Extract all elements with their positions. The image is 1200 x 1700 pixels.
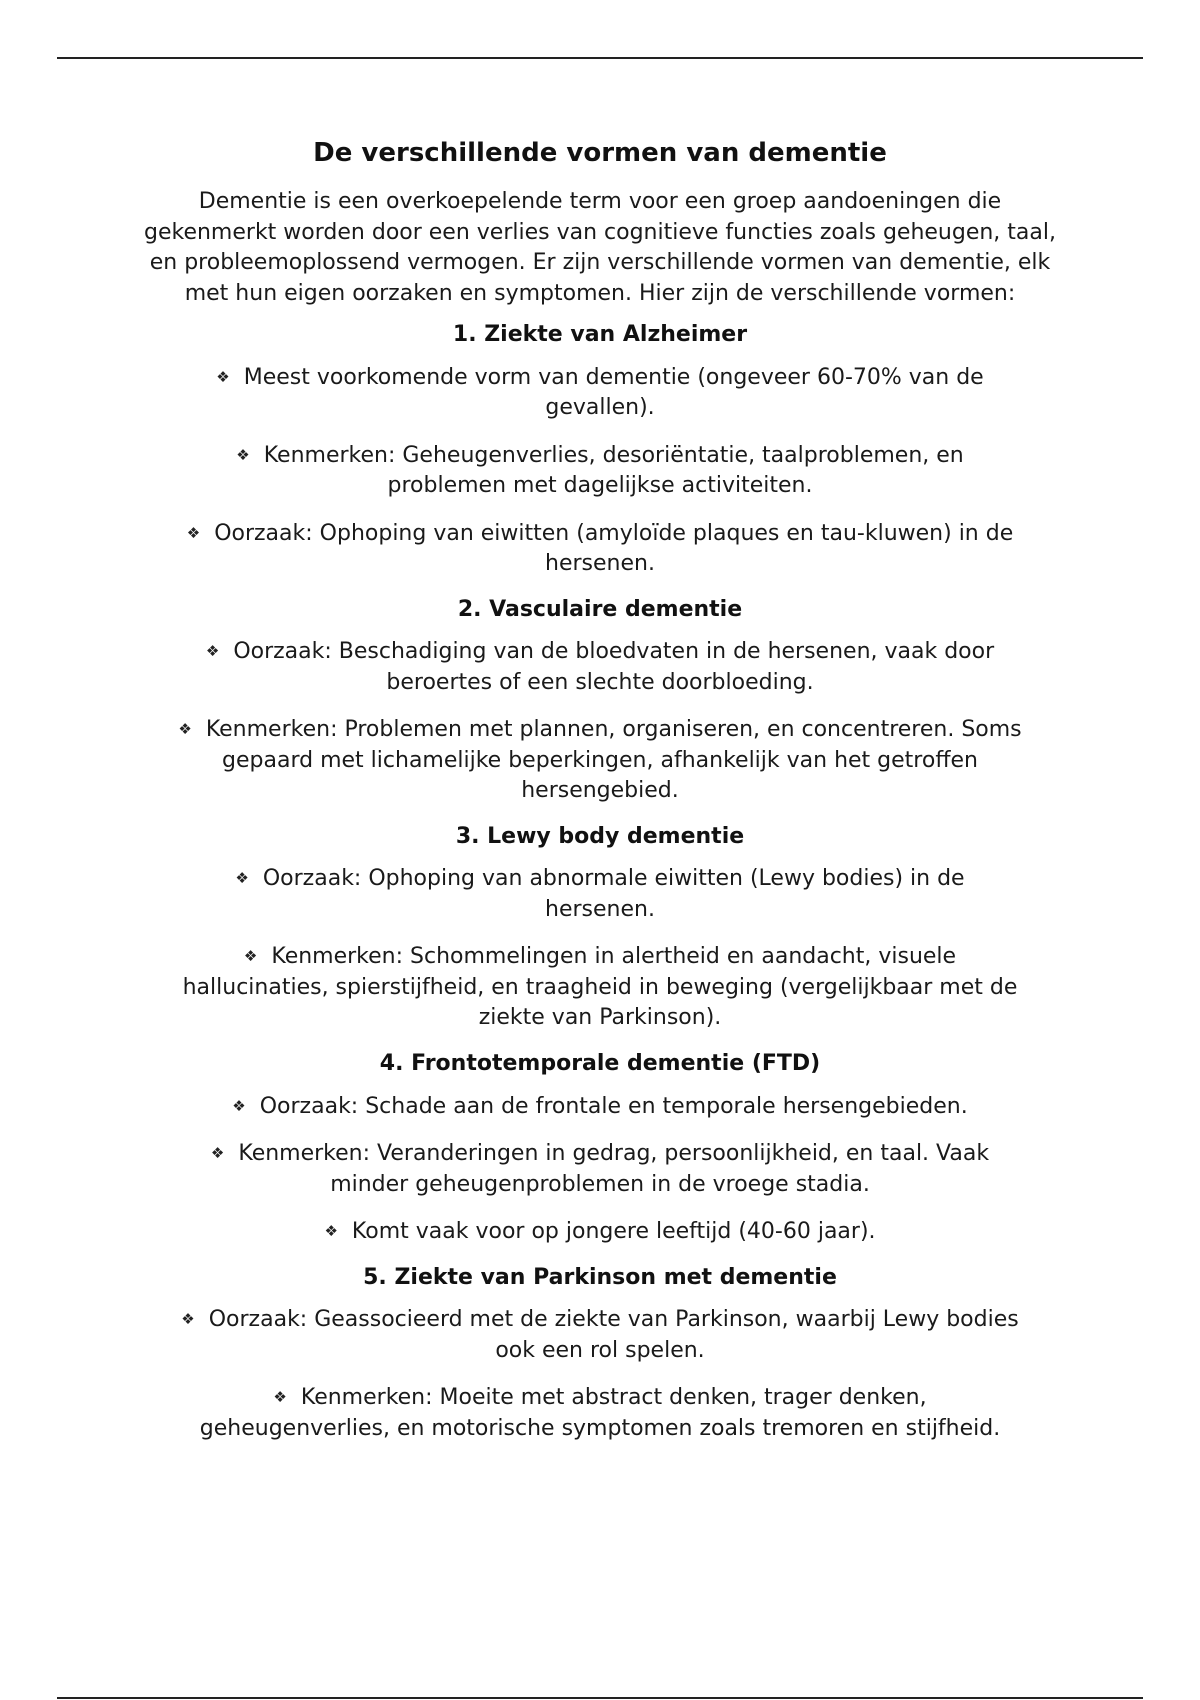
list-item-text: Kenmerken: Moeite met abstract denken, trager denken, geheugenverlies, en motorische symptomen zoals tremoren en stijfheid.	[199, 1385, 1001, 1441]
list-item	[140, 714, 1060, 807]
list-item	[140, 440, 1060, 502]
diamond-bullet-icon: ❖	[324, 1222, 338, 1241]
section-list	[140, 1091, 1060, 1248]
list-item	[140, 518, 1060, 580]
intro-paragraph: Dementie is een overkoepelende term voor een groep aandoeningen die gekenmerkt worden door een verlies van cognitieve functies zoals geheugen, taal, en probleemoplossend vermogen. Er zijn verschillende vormen van dementie, elk met hun eigen oorzaken en symptomen. Hier zijn de verschillende vormen:	[144, 189, 1056, 306]
list-item	[140, 1216, 1060, 1248]
list-item	[140, 1382, 1060, 1444]
list-item	[140, 362, 1060, 424]
section-title: 3. Lewy body dementie	[455, 823, 745, 849]
list-item-text: Oorzaak: Ophoping van eiwitten (amyloïde plaques en tau-kluwen) in de hersenen.	[214, 520, 1014, 577]
list-item	[140, 863, 1060, 925]
list-item-text: Kenmerken: Veranderingen in gedrag, persoonlijkheid, en taal. Vaak minder geheugenproblemen in de vroege stadia.	[238, 1141, 990, 1197]
list-item-text: Komt vaak voor op jongere leeftijd (40-60 jaar).	[351, 1219, 876, 1245]
diamond-bullet-icon: ❖	[216, 367, 230, 386]
list-item-text: Kenmerken: Schommelingen in alertheid en aandacht, visuele hallucinaties, spierstijfheid, en traagheid in beweging (vergelijkbaar met de ziekte van Parkinson).	[182, 944, 1018, 1031]
section-list	[140, 362, 1060, 580]
diamond-bullet-icon: ❖	[243, 947, 258, 966]
document-body	[140, 138, 1060, 1460]
list-item	[140, 1138, 1060, 1200]
section-list	[140, 863, 1060, 1034]
list-item-text: Kenmerken: Problemen met plannen, organiseren, en concentreren. Soms gepaard met lichamelijke beperkingen, afhankelijk van het getroffen hersengebied.	[205, 717, 1022, 804]
section-list	[140, 1304, 1060, 1444]
list-item	[140, 1304, 1060, 1366]
document-title: De verschillende vormen van dementie	[313, 138, 887, 168]
list-item-text: Oorzaak: Geassocieerd met de ziekte van Parkinson, waarbij Lewy bodies ook een rol spelen.	[208, 1307, 1019, 1363]
diamond-bullet-icon: ❖	[232, 1096, 246, 1115]
diamond-bullet-icon: ❖	[178, 720, 192, 739]
list-item	[140, 1091, 1060, 1123]
diamond-bullet-icon: ❖	[236, 445, 250, 464]
list-item	[140, 636, 1060, 698]
list-item-text: Kenmerken: Geheugenverlies, desoriëntatie, taalproblemen, en problemen met dagelijkse activiteiten.	[263, 442, 964, 499]
list-item-text: Oorzaak: Ophoping van abnormale eiwitten (Lewy bodies) in de hersenen.	[262, 866, 965, 922]
list-item	[140, 941, 1060, 1034]
list-item-text: Meest voorkomende vorm van dementie (ongeveer 60-70% van de gevallen).	[243, 364, 984, 421]
section-title: 2. Vasculaire dementie	[457, 596, 743, 622]
diamond-bullet-icon: ❖	[205, 642, 220, 661]
section-title: 5. Ziekte van Parkinson met dementie	[363, 1264, 837, 1290]
section-title: 1. Ziekte van Alzheimer	[452, 322, 748, 348]
diamond-bullet-icon: ❖	[273, 1388, 287, 1407]
diamond-bullet-icon: ❖	[186, 523, 201, 542]
sections-container	[140, 321, 1060, 1444]
diamond-bullet-icon: ❖	[210, 1144, 225, 1163]
header-rule	[57, 57, 1143, 59]
list-item-text: Oorzaak: Beschadiging van de bloedvaten in de hersenen, vaak door beroertes of een slechte doorbloeding.	[233, 639, 995, 695]
diamond-bullet-icon: ❖	[181, 1310, 195, 1329]
diamond-bullet-icon: ❖	[235, 869, 249, 888]
list-item-text: Oorzaak: Schade aan de frontale en temporale hersengebieden.	[259, 1093, 968, 1119]
footer-rule	[57, 1697, 1143, 1699]
section-list	[140, 636, 1060, 807]
section-title: 4. Frontotemporale dementie (FTD)	[379, 1050, 821, 1076]
